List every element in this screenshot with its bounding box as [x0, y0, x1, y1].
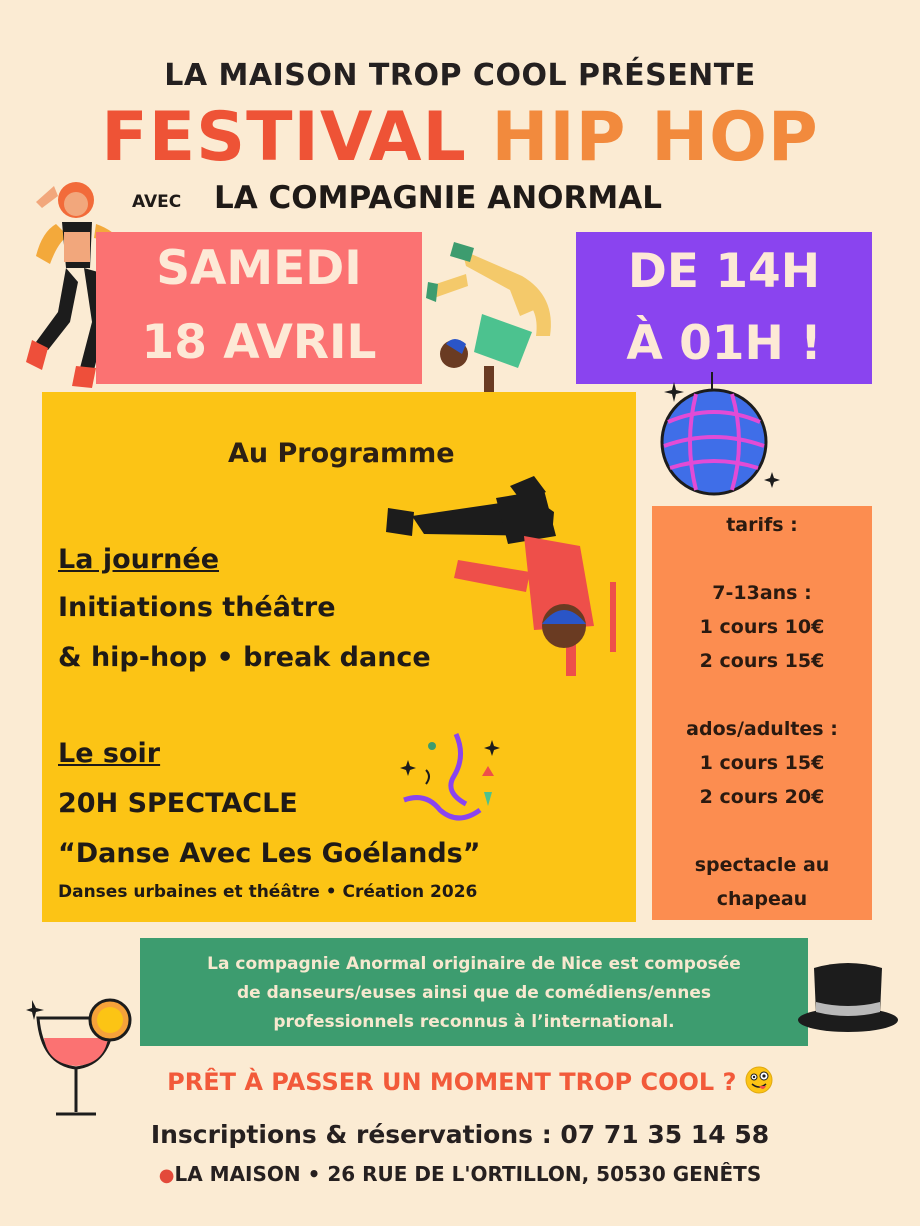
- confetti-icon: [396, 726, 506, 826]
- evening-line-2: “Danse Avec Les Goélands”: [58, 838, 481, 869]
- about-line-3: professionnels reconnus à l’international.: [273, 1012, 675, 1032]
- about-box: [140, 938, 808, 1046]
- program-box: [42, 392, 636, 922]
- tarifs-box: [652, 506, 872, 920]
- title-hiphop: HIP HOP: [491, 98, 819, 177]
- evening-line-1: 20H SPECTACLE: [58, 788, 298, 819]
- date-day: SAMEDI: [156, 241, 362, 296]
- disco-ball-icon: [656, 372, 786, 496]
- top-hat-icon: [796, 958, 900, 1034]
- tarifs-show-line-1: spectacle au: [694, 854, 830, 876]
- pin-icon: ●: [158, 1165, 175, 1186]
- presenter-line: LA MAISON TROP COOL PRÉSENTE: [164, 58, 756, 93]
- evening-line-3: Danses urbaines et théâtre • Création 2026: [58, 882, 478, 902]
- date-box: [96, 232, 422, 384]
- tarifs-kids-price-1: 1 cours 10€: [699, 616, 825, 638]
- day-line-2: & hip-hop • break dance: [58, 642, 431, 673]
- address-text: LA MAISON • 26 RUE DE L'ORTILLON, 50530 GENÊTS: [174, 1162, 762, 1186]
- tarifs-adults-price-1: 1 cours 15€: [699, 752, 825, 774]
- about-line-1: La compagnie Anormal originaire de Nice est composée: [207, 954, 741, 974]
- contact-line: Inscriptions & réservations : 07 71 35 14 58: [150, 1120, 770, 1149]
- cocktail-icon: [22, 994, 138, 1124]
- with-prefix: AVEC: [132, 192, 182, 212]
- company-name: LA COMPAGNIE ANORMAL: [214, 180, 663, 216]
- address-line: [0, 1162, 920, 1186]
- tarifs-kids-price-2: 2 cours 15€: [699, 650, 825, 672]
- day-heading: La journée: [58, 544, 220, 575]
- festival-title: [0, 98, 920, 177]
- tarifs-adults-price-2: 2 cours 20€: [699, 786, 825, 808]
- cta-line: [120, 1066, 820, 1096]
- cta-text: PRÊT À PASSER UN MOMENT TROP COOL ?: [167, 1068, 737, 1096]
- tarifs-adults-label: ados/adultes :: [686, 718, 838, 740]
- tarifs-kids-label: 7-13ans :: [712, 582, 812, 604]
- title-festival: FESTIVAL: [101, 98, 467, 177]
- date-date: 18 AVRIL: [141, 315, 377, 370]
- about-line-2: de danseurs/euses ainsi que de comédiens/ennes: [236, 983, 712, 1003]
- silly-face-emoji: [745, 1066, 773, 1094]
- day-line-1: Initiations théâtre: [58, 592, 336, 623]
- time-end: À 01H !: [626, 316, 822, 371]
- time-box: [576, 232, 872, 384]
- tarifs-title: tarifs :: [726, 514, 798, 536]
- breakdancer-illustration: [384, 476, 616, 686]
- tarifs-show-line-2: chapeau: [716, 888, 808, 910]
- program-title: Au Programme: [228, 438, 455, 469]
- time-start: DE 14H: [627, 244, 821, 299]
- evening-heading: Le soir: [58, 738, 161, 769]
